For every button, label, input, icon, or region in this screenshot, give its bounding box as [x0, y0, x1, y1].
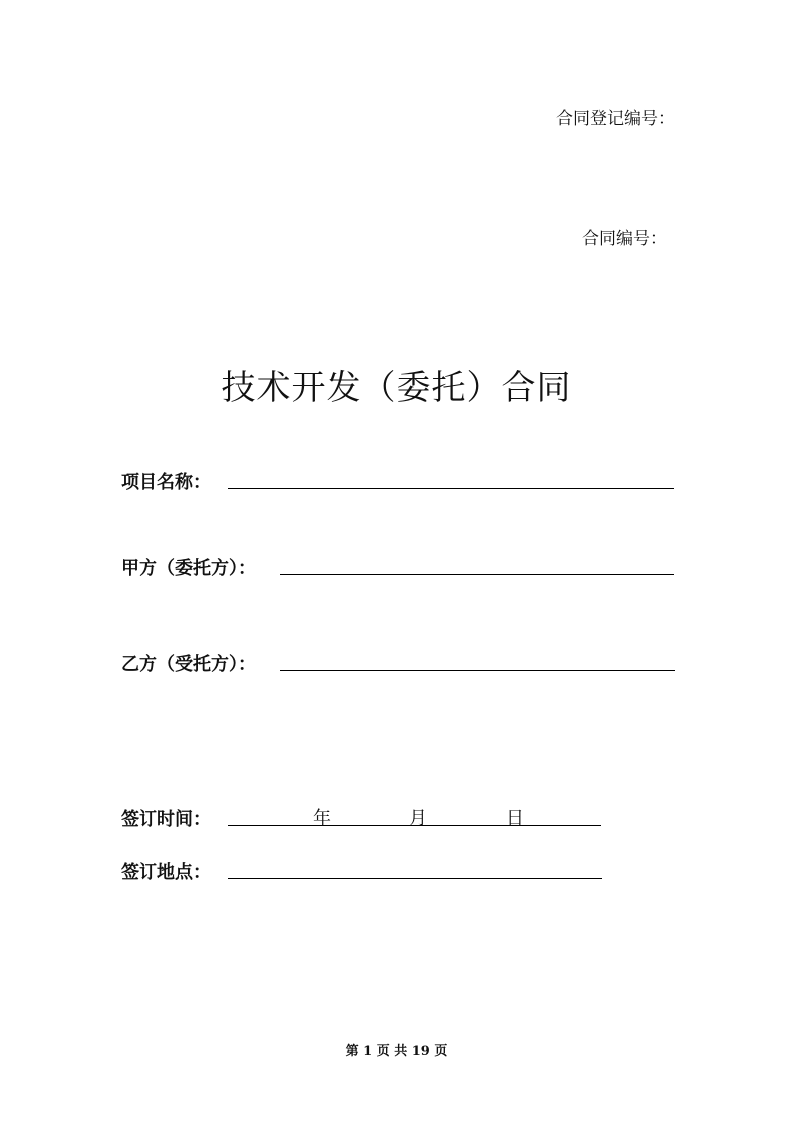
page-footer: 第 1 页 共 19 页: [345, 1044, 448, 1059]
party-a-label: 甲方（委托方）：: [121, 558, 256, 579]
registration-number-label: 合同登记编号：: [556, 109, 675, 129]
project-name-label: 项目名称：: [121, 472, 211, 493]
year-char: 年: [313, 808, 331, 829]
day-char: 日: [506, 808, 524, 829]
signing-time-label: 签订时间：: [121, 809, 211, 830]
signing-place-label: 签订地点：: [121, 862, 211, 883]
party-a-line: [280, 574, 674, 575]
project-name-line: [228, 488, 674, 489]
party-b-label: 乙方（受托方）：: [121, 654, 256, 675]
contract-number-label: 合同编号：: [582, 229, 667, 249]
month-char: 月: [409, 808, 427, 829]
signing-place-line: [228, 878, 602, 879]
party-b-line: [280, 670, 675, 671]
document-title: 技术开发（委托）合同: [221, 368, 572, 408]
